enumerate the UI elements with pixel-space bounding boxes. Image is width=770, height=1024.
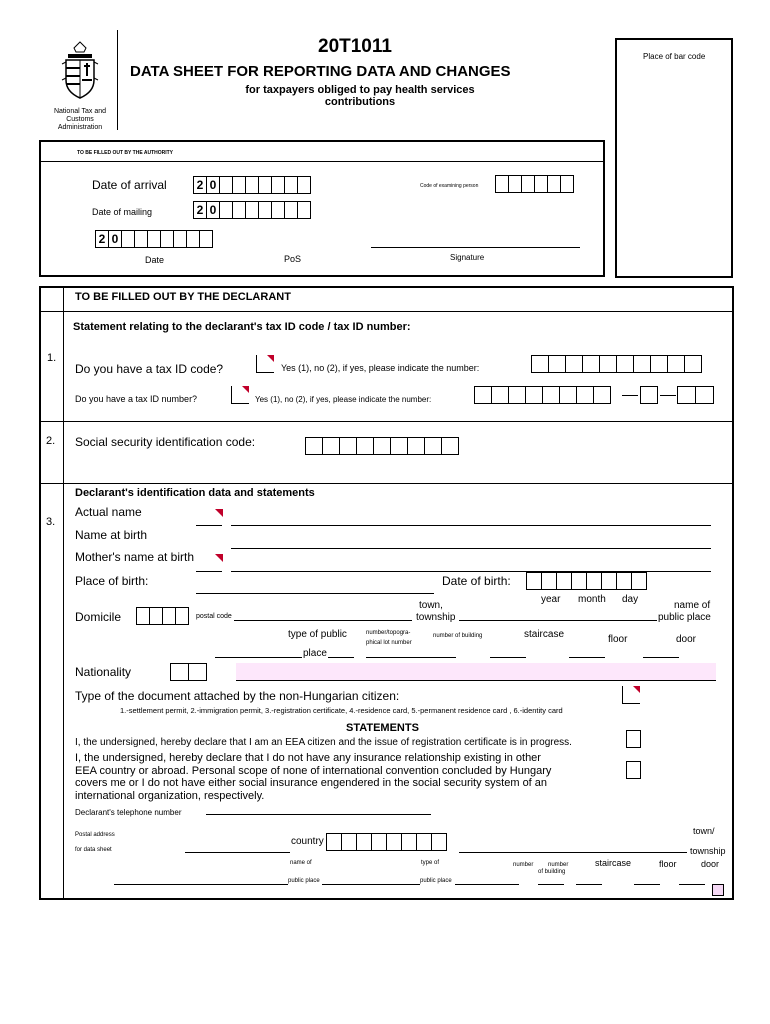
floor-label: floor <box>608 634 628 645</box>
form-code: 20T1011 <box>318 36 392 57</box>
township2-label: township <box>690 846 726 856</box>
nationality-label: Nationality <box>75 665 132 679</box>
examining-person-label: Code of examining person <box>420 183 479 189</box>
tax-id-code-answer[interactable] <box>256 355 274 373</box>
tax-id-number-answer[interactable] <box>231 386 249 404</box>
tax-id-statement: Statement relating to the declarant's tax ID code / tax ID number: <box>73 321 411 333</box>
authority-section: TO BE FILLED OUT BY THE AUTHORITY <box>39 140 605 277</box>
identification-heading: Declarant's identification data and statements <box>75 487 315 499</box>
date-of-birth-cells[interactable] <box>526 572 647 590</box>
examining-person-cells[interactable] <box>495 175 574 193</box>
doc-options: 1.-settlement permit, 2.-immigration permit, 3.-registration certificate, 4.-residence card, 5.-permanent residence card , 6.-identity card <box>120 706 563 715</box>
telephone-input[interactable] <box>206 814 431 815</box>
row-number-1: 1. <box>47 352 57 364</box>
town-label: town, <box>419 600 443 611</box>
pos-label: PoS <box>284 254 302 264</box>
date-of-mailing-label: Date of mailing <box>92 207 153 217</box>
actual-name-label: Actual name <box>75 505 142 519</box>
pa-public-place2-label: public place <box>420 878 452 884</box>
statement-2: I, the undersigned, hereby declare that I do not have any insurance relationship existing in other EEA country or abroad. Personal scope of none of international convention concluded by Hungary covers me or I do not have either social insurance engendered in the social security system of an international organization, respectively. <box>75 752 552 802</box>
yes-no-number: Yes (1), no (2), if yes, please indicate the number: <box>255 395 432 404</box>
nav-logo <box>60 40 100 102</box>
door-label: door <box>676 634 697 645</box>
place-of-birth-input[interactable] <box>196 593 434 594</box>
nationality-cells[interactable] <box>170 663 207 681</box>
staircase-label: staircase <box>524 629 565 640</box>
arrival-date-cells[interactable]: 2 0 <box>193 176 311 194</box>
tax-id-code-cells[interactable] <box>531 355 702 373</box>
domicile-postal-cells[interactable] <box>136 607 189 625</box>
subtitle: for taxpayers obliged to pay health services contributions <box>245 84 475 108</box>
statement-1: I, the undersigned, hereby declare that I am an EEA citizen and the issue of registration certificate is in progress. <box>75 737 572 748</box>
day-label: day <box>622 594 639 605</box>
tax-id-number-cells-1[interactable] <box>474 386 611 404</box>
mothers-name-label: Mother's name at birth <box>75 550 195 564</box>
postal-address-label: Postal address <box>75 832 115 838</box>
row-number-2: 2. <box>46 435 56 447</box>
postal-address-cells[interactable] <box>326 833 447 851</box>
number-of-building-label: number of building <box>433 633 483 639</box>
tax-id-number-cells-2[interactable] <box>640 386 658 404</box>
name-at-birth-input[interactable] <box>231 548 711 549</box>
ssn-label: Social security identification code: <box>75 435 256 449</box>
statements-heading: STATEMENTS <box>346 722 419 734</box>
pa-number-label: number <box>513 862 534 868</box>
mailing-date-cells[interactable]: 2 0 <box>193 201 311 219</box>
doc-type-answer[interactable] <box>622 686 640 704</box>
q-tax-id-number: Do you have a tax ID number? <box>75 394 198 404</box>
pa-type-of-label: type of <box>421 860 440 866</box>
pos-date-cells[interactable]: 2 0 <box>95 230 213 248</box>
town-slash-label: town/ <box>693 826 715 836</box>
type-of-public-label: type of public <box>288 629 347 640</box>
place-label: place <box>303 648 327 659</box>
date-label: Date <box>145 255 165 265</box>
date-of-arrival-label: Date of arrival <box>92 178 167 192</box>
year-label: year <box>541 594 561 605</box>
public-place-label: public place <box>658 612 711 623</box>
country-label: country <box>291 836 324 847</box>
row-number-3: 3. <box>46 516 56 528</box>
nationality-input[interactable] <box>236 663 716 681</box>
name-of-label: name of <box>674 600 711 611</box>
for-data-sheet-label: for data sheet <box>75 847 112 853</box>
pa-number-of-building-label: number of building <box>538 862 569 875</box>
pa-staircase-label: staircase <box>595 858 632 868</box>
page-title: DATA SHEET FOR REPORTING DATA AND CHANGES <box>130 63 511 80</box>
pa-public-place-label: public place <box>288 878 320 884</box>
domicile-label: Domicile <box>75 610 122 624</box>
final-checkbox[interactable] <box>712 884 724 896</box>
postal-code-label: postal code <box>196 613 232 620</box>
barcode-box: Place of bar code <box>615 38 733 278</box>
number-topo-label: number/topogra- phical lot number <box>366 630 412 646</box>
tax-id-number-cells-3[interactable] <box>677 386 714 404</box>
doc-type-label: Type of the document attached by the non-Hungarian citizen: <box>75 689 400 703</box>
month-label: month <box>578 594 606 605</box>
pa-floor-label: floor <box>659 859 677 869</box>
authority-name: National Tax and Customs Administration <box>53 108 107 131</box>
ssn-cells[interactable] <box>305 437 459 455</box>
actual-name-input[interactable] <box>231 525 711 526</box>
declarant-heading: TO BE FILLED OUT BY THE DECLARANT <box>75 291 291 303</box>
statement-2-checkbox[interactable] <box>626 761 641 779</box>
place-of-birth-label: Place of birth: <box>75 574 149 588</box>
q-tax-id-code: Do you have a tax ID code? <box>75 362 224 376</box>
township-label: township <box>416 612 456 623</box>
telephone-label: Declarant's telephone number <box>75 808 182 817</box>
statement-1-checkbox[interactable] <box>626 730 641 748</box>
name-at-birth-label: Name at birth <box>75 528 148 542</box>
yes-no-code: Yes (1), no (2), if yes, please indicate the number: <box>281 363 480 373</box>
pa-door-label: door <box>701 859 720 869</box>
pa-name-of-label: name of <box>290 860 312 866</box>
date-of-birth-label: Date of birth: <box>442 574 511 588</box>
signature-label: Signature <box>450 253 485 262</box>
